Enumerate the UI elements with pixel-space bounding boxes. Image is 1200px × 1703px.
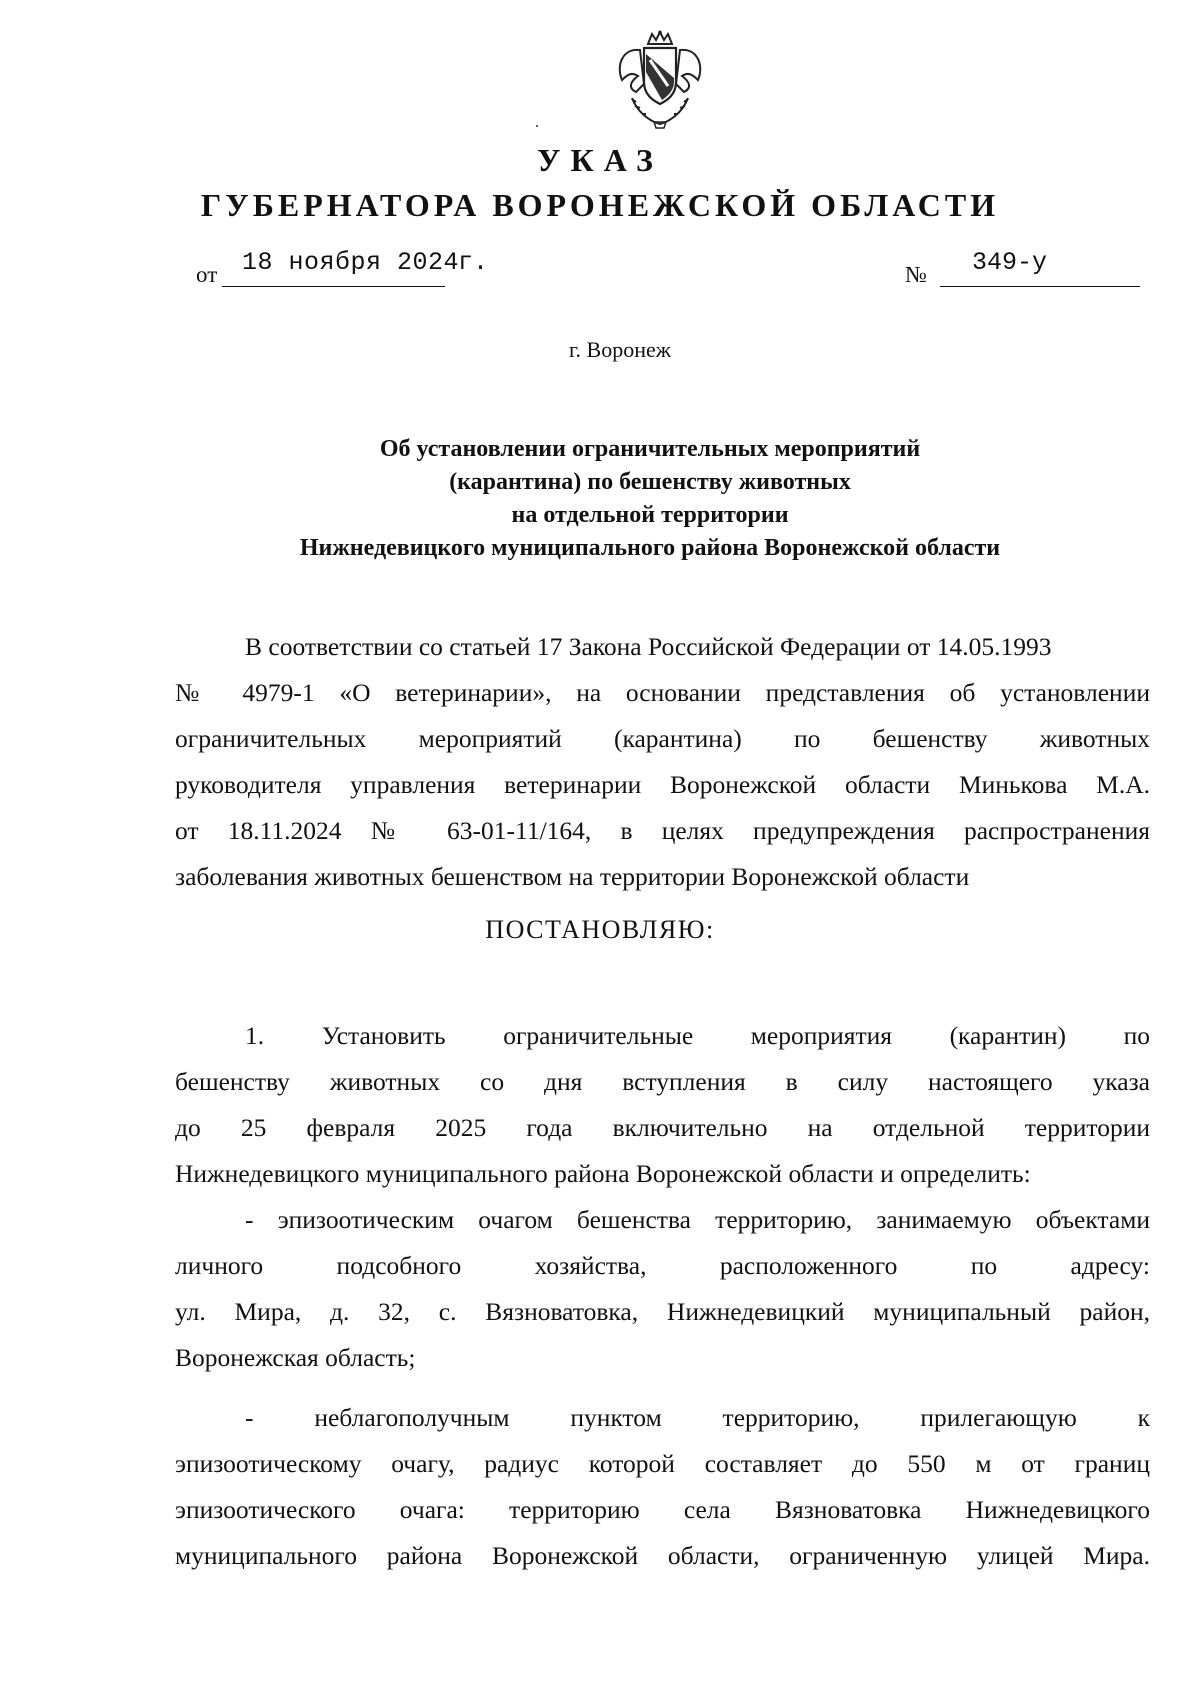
scan-speck (536, 125, 538, 127)
number-value: 349-у (972, 248, 1048, 277)
decree-word: ПОСТАНОВЛЯЮ: (485, 915, 715, 944)
unfavorable-line: муниципального района Воронежской области, ограниченную улицей Мира. (175, 1541, 1150, 1570)
preamble-line: № 4979-1 «О ветеринарии», на основании представления об установлении (175, 678, 1150, 707)
preamble-line: от 18.11.2024 № 63-01-11/164, в целях предупреждения распространения (175, 816, 1150, 845)
document-title-line: (карантина) по бешенству животных (449, 469, 851, 495)
document-title-line: Об установлении ограничительных мероприятий (379, 436, 921, 462)
date-prefix: от (196, 262, 218, 287)
focus-paragraph (175, 1197, 1150, 1381)
coat-of-arms-icon (610, 30, 710, 130)
item-1 (175, 1013, 1150, 1197)
date-value: 18 ноября 2024 (242, 248, 460, 277)
item-1-line: бешенству животных со дня вступления в силу настоящего указа (175, 1067, 1150, 1096)
number-underline (940, 286, 1140, 287)
focus-line: ул. Мира, д. 32, с. Вязноватовка, Нижнедевицкий муниципальный район, (175, 1297, 1150, 1326)
preamble-line: ограничительных мероприятий (карантина) по бешенству животных (175, 724, 1150, 753)
unfavorable-paragraph (175, 1395, 1150, 1579)
unfavorable-line: - неблагополучным пунктом территорию, прилегающую к (245, 1403, 1150, 1432)
preamble (175, 624, 1150, 900)
number-prefix: № (905, 262, 927, 287)
focus-line: - эпизоотическим очагом бешенства территорию, занимаемую объектами (245, 1205, 1150, 1234)
focus-line: Воронежская область; (175, 1343, 416, 1372)
document-title (50, 433, 1200, 565)
date-suffix: г. (458, 248, 489, 277)
unfavorable-line: эпизоотического очага: территорию села Вязноватовка Нижнедевицкого (175, 1495, 1150, 1524)
date-underline (222, 286, 445, 287)
preamble-line: руководителя управления ветеринарии Воронежской области Минькова М.А. (175, 770, 1150, 799)
item-1-line: Нижнедевицкого муниципального района Воронежской области и определить: (175, 1159, 1031, 1188)
document-title-line: Нижнедевицкого муниципального района Воронежской области (299, 535, 1001, 561)
item-1-line: 1. Установить ограничительные мероприятия (карантин) по (245, 1021, 1150, 1050)
preamble-line: В соответствии со статьей 17 Закона Российской Федерации от 14.05.1993 (245, 632, 1052, 661)
decree-title: УКАЗ (537, 142, 663, 178)
focus-line: личного подсобного хозяйства, расположенного по адресу: (175, 1251, 1150, 1280)
item-1-line: до 25 февраля 2025 года включительно на отдельной территории (175, 1113, 1150, 1142)
preamble-line: заболевания животных бешенством на территории Воронежской области (175, 862, 970, 891)
unfavorable-line: эпизоотическому очагу, радиус которой составляет до 550 м от границ (175, 1449, 1150, 1478)
document-title-line: на отдельной территории (511, 502, 789, 528)
city: г. Воронеж (569, 337, 671, 362)
decree-subtitle: ГУБЕРНАТОРА ВОРОНЕЖСКОЙ ОБЛАСТИ (200, 187, 1000, 223)
